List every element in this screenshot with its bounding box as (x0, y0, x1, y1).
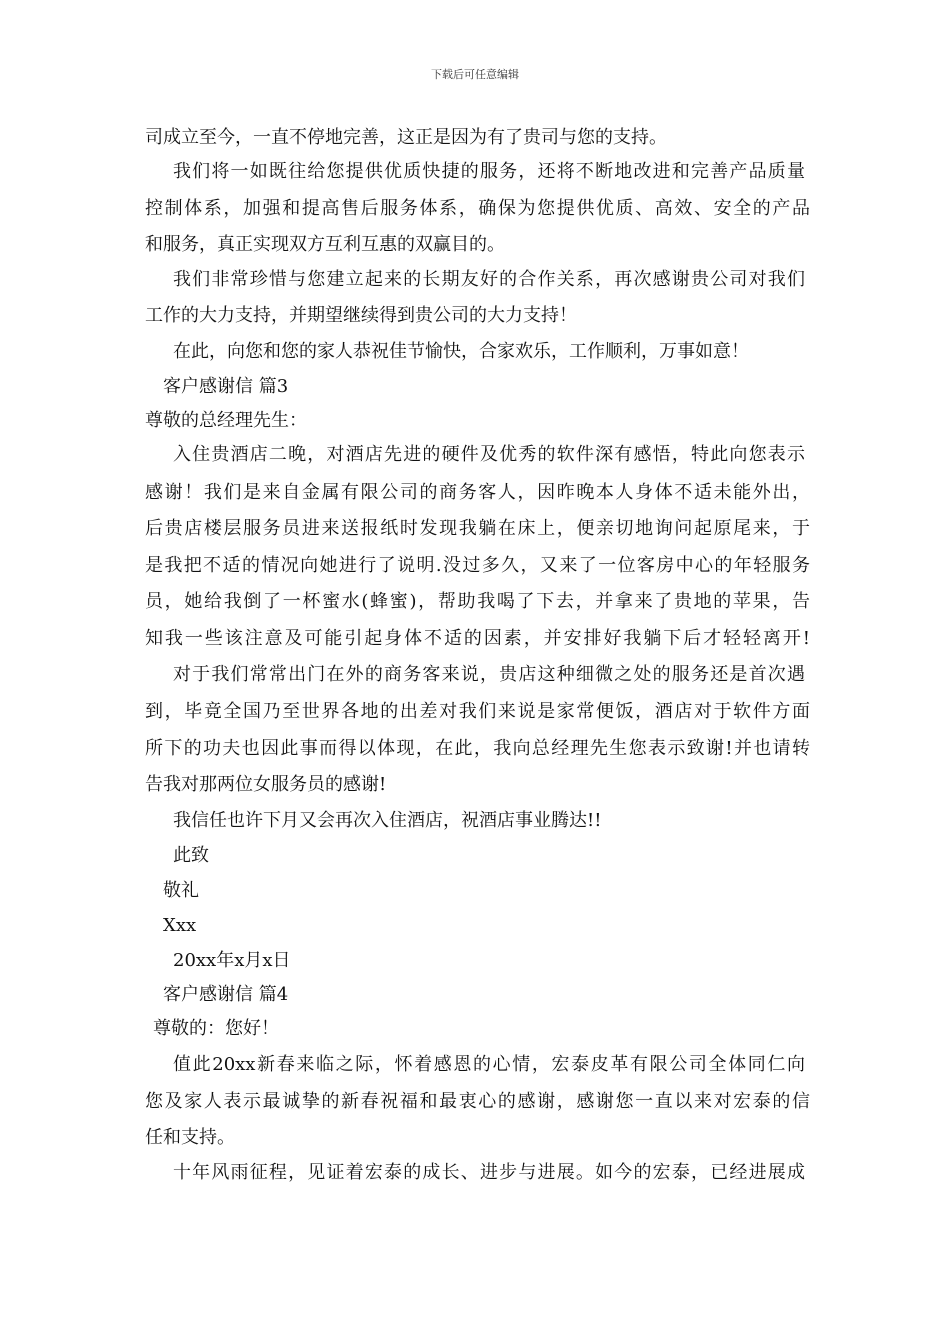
section-heading: 客户感谢信 篇3 (163, 376, 289, 397)
paragraph-line: 告我对那两位女服务员的感谢! (145, 774, 387, 795)
paragraph-line: 工作的大力支持，并期望继续得到贵公司的大力支持！ (145, 305, 577, 326)
closing-line: 此致 (173, 845, 209, 866)
paragraph-line: 我们非常珍惜与您建立起来的长期友好的合作关系，再次感谢贵公司对我们 (173, 269, 805, 290)
paragraph-line: 您及家人表示最诚挚的新春祝福和最衷心的感谢，感谢您一直以来对宏泰的信 (145, 1091, 810, 1112)
paragraph-line: 是我把不适的情况向她进行了说明.没过多久，又来了一位客房中心的年轻服务 (145, 555, 810, 576)
paragraph-line: 对于我们常常出门在外的商务客来说，贵店这种细微之处的服务还是首次遇 (173, 664, 805, 685)
paragraph-line: 值此20xx新春来临之际，怀着感恩的心情，宏泰皮革有限公司全体同仁向 (173, 1054, 805, 1075)
paragraph-line: 入住贵酒店二晚，对酒店先进的硬件及优秀的软件深有感悟，特此向您表示 (173, 444, 805, 465)
paragraph-line: 任和支持。 (145, 1127, 235, 1148)
paragraph-line: 感谢！我们是来自金属有限公司的商务客人，因昨晚本人身体不适未能外出， (145, 482, 810, 503)
paragraph-line: 后贵店楼层服务员进来送报纸时发现我躺在床上，便亲切地询问起原尾来，于 (145, 518, 810, 539)
paragraph-line: 到，毕竟全国乃至世界各地的出差对我们来说是家常便饭，酒店对于软件方面 (145, 701, 810, 722)
closing-line: 敬礼 (163, 880, 199, 901)
paragraph-line: 知我一些该注意及可能引起身体不适的因素，并安排好我躺下后才轻轻离开! (145, 628, 810, 649)
salutation: 尊敬的总经理先生： (145, 410, 307, 431)
paragraph-line: 我信任也许下月又会再次入住酒店，祝酒店事业腾达!! (173, 810, 602, 831)
signature-date: 20xx年x月x日 (173, 950, 291, 971)
signature-name: Xxx (163, 915, 197, 936)
section-heading: 客户感谢信 篇4 (163, 984, 289, 1005)
paragraph-line: 和服务，真正实现双方互利互惠的双赢目的。 (145, 234, 505, 255)
paragraph-line: 十年风雨征程，见证着宏泰的成长、进步与进展。如今的宏泰，已经进展成 (173, 1162, 805, 1183)
paragraph-line: 员，她给我倒了一杯蜜水(蜂蜜)，帮助我喝了下去，并拿来了贵地的苹果，告 (145, 591, 810, 612)
salutation: 尊敬的：您好！ (153, 1018, 279, 1039)
paragraph-line: 我们将一如既往给您提供优质快捷的服务，还将不断地改进和完善产品质量 (173, 161, 805, 182)
paragraph-line: 司成立至今，一直不停地完善，这正是因为有了贵司与您的支持。 (145, 127, 667, 148)
page-header: 下载后可任意编辑 (431, 68, 519, 81)
paragraph-line: 控制体系，加强和提高售后服务体系，确保为您提供优质、高效、安全的产品 (145, 198, 810, 219)
paragraph-line: 所下的功夫也因此事而得以体现，在此，我向总经理先生您表示致谢!并也请转 (145, 738, 810, 759)
paragraph-line: 在此，向您和您的家人恭祝佳节愉快，合家欢乐，工作顺利，万事如意！ (173, 341, 749, 362)
